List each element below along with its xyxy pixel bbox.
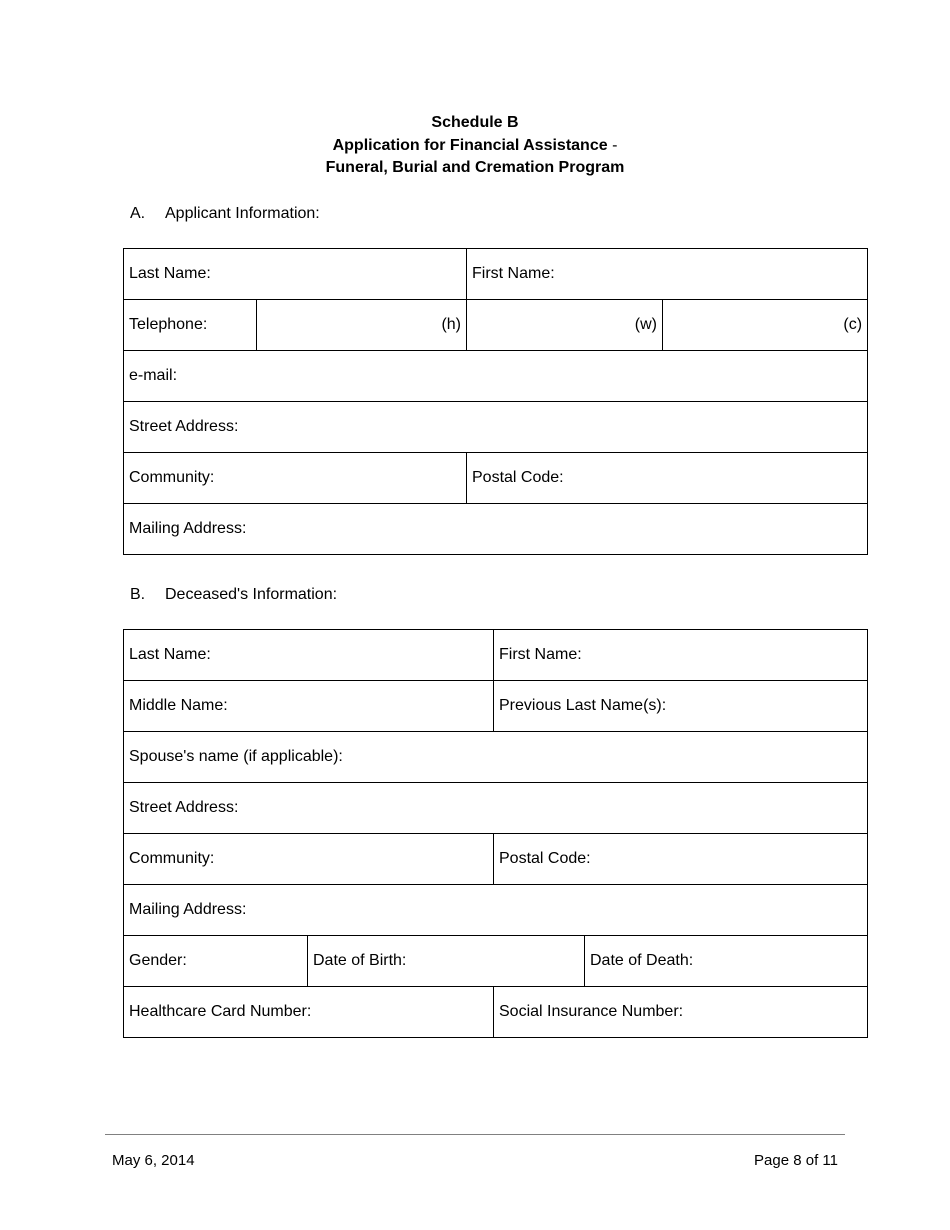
deceased-community-field[interactable] [124,834,494,885]
applicant-mailing-address-field[interactable] [124,504,868,555]
field-label: (w) [634,316,657,333]
deceased-spouse-name-field[interactable] [124,732,868,783]
deceased-gender-field[interactable] [124,936,308,987]
applicant-postal-code-field[interactable] [467,453,868,504]
deceased-date-of-birth-field[interactable] [308,936,585,987]
deceased-middle-name-field[interactable] [124,681,494,732]
field-label: First Name: [499,646,582,663]
table-row [124,504,868,555]
deceased-info-table [123,629,868,1038]
deceased-healthcare-card-field[interactable] [124,987,494,1038]
table-row [124,300,868,351]
table-row [124,351,868,402]
table-row [124,987,868,1038]
field-label: Street Address: [129,799,239,816]
field-label: Street Address: [129,418,239,435]
application-title-text: Application for Financial Assistance [332,136,608,154]
table-row [124,681,868,732]
field-label: Last Name: [129,265,211,282]
table-row [124,885,868,936]
application-title-dash: - [607,136,618,154]
table-row [124,453,868,504]
table-row [124,249,868,300]
deceased-mailing-address-field[interactable] [124,885,868,936]
section-a-heading [130,203,320,225]
field-label: Telephone: [129,316,208,333]
field-label: Date of Death: [590,952,694,969]
field-label: Postal Code: [499,850,591,867]
table-row [124,834,868,885]
field-label: Last Name: [129,646,211,663]
table-row [124,630,868,681]
applicant-phone-home-field[interactable] [257,300,467,351]
deceased-first-name-field[interactable] [494,630,868,681]
program-title: Funeral, Burial and Cremation Program [325,159,625,176]
footer-divider [105,1134,845,1135]
deceased-sin-field[interactable] [494,987,868,1038]
deceased-postal-code-field[interactable] [494,834,868,885]
schedule-title: Schedule B [431,114,519,131]
field-label: First Name: [472,265,555,282]
field-label: Date of Birth: [313,952,407,969]
field-label: Healthcare Card Number: [129,1003,312,1020]
applicant-phone-work-field[interactable] [467,300,663,351]
section-a-title: Applicant Information: [165,205,320,222]
applicant-phone-cell-field[interactable] [663,300,868,351]
field-label: Community: [129,469,215,486]
deceased-previous-last-names-field[interactable] [494,681,868,732]
applicant-info-table [123,248,868,555]
field-label: Previous Last Name(s): [499,697,667,714]
footer-page-number: Page 8 of 11 [754,1152,838,1169]
applicant-community-field[interactable] [124,453,467,504]
table-row [124,402,868,453]
application-title [0,135,950,158]
applicant-last-name-field[interactable] [124,249,467,300]
applicant-first-name-field[interactable] [467,249,868,300]
field-label: Social Insurance Number: [499,1003,684,1020]
table-row [124,732,868,783]
section-b-heading [130,584,337,606]
deceased-street-address-field[interactable] [124,783,868,834]
field-label: Gender: [129,952,187,969]
field-label: Middle Name: [129,697,228,714]
applicant-telephone-label-cell [124,300,257,351]
deceased-last-name-field[interactable] [124,630,494,681]
field-label: Mailing Address: [129,520,247,537]
field-label: e-mail: [129,367,178,384]
section-a-letter: A. [130,205,146,222]
table-row [124,783,868,834]
table-row [124,936,868,987]
field-label: Community: [129,850,215,867]
field-label: Mailing Address: [129,901,247,918]
field-label: (c) [843,316,863,333]
section-b-title: Deceased's Information: [165,586,338,603]
section-b-letter: B. [130,586,146,603]
applicant-street-address-field[interactable] [124,402,868,453]
footer-date: May 6, 2014 [112,1152,195,1169]
field-label: Postal Code: [472,469,564,486]
applicant-email-field[interactable] [124,351,868,402]
field-label: (h) [441,316,461,333]
field-label: Spouse's name (if applicable): [129,748,343,765]
deceased-date-of-death-field[interactable] [585,936,868,987]
